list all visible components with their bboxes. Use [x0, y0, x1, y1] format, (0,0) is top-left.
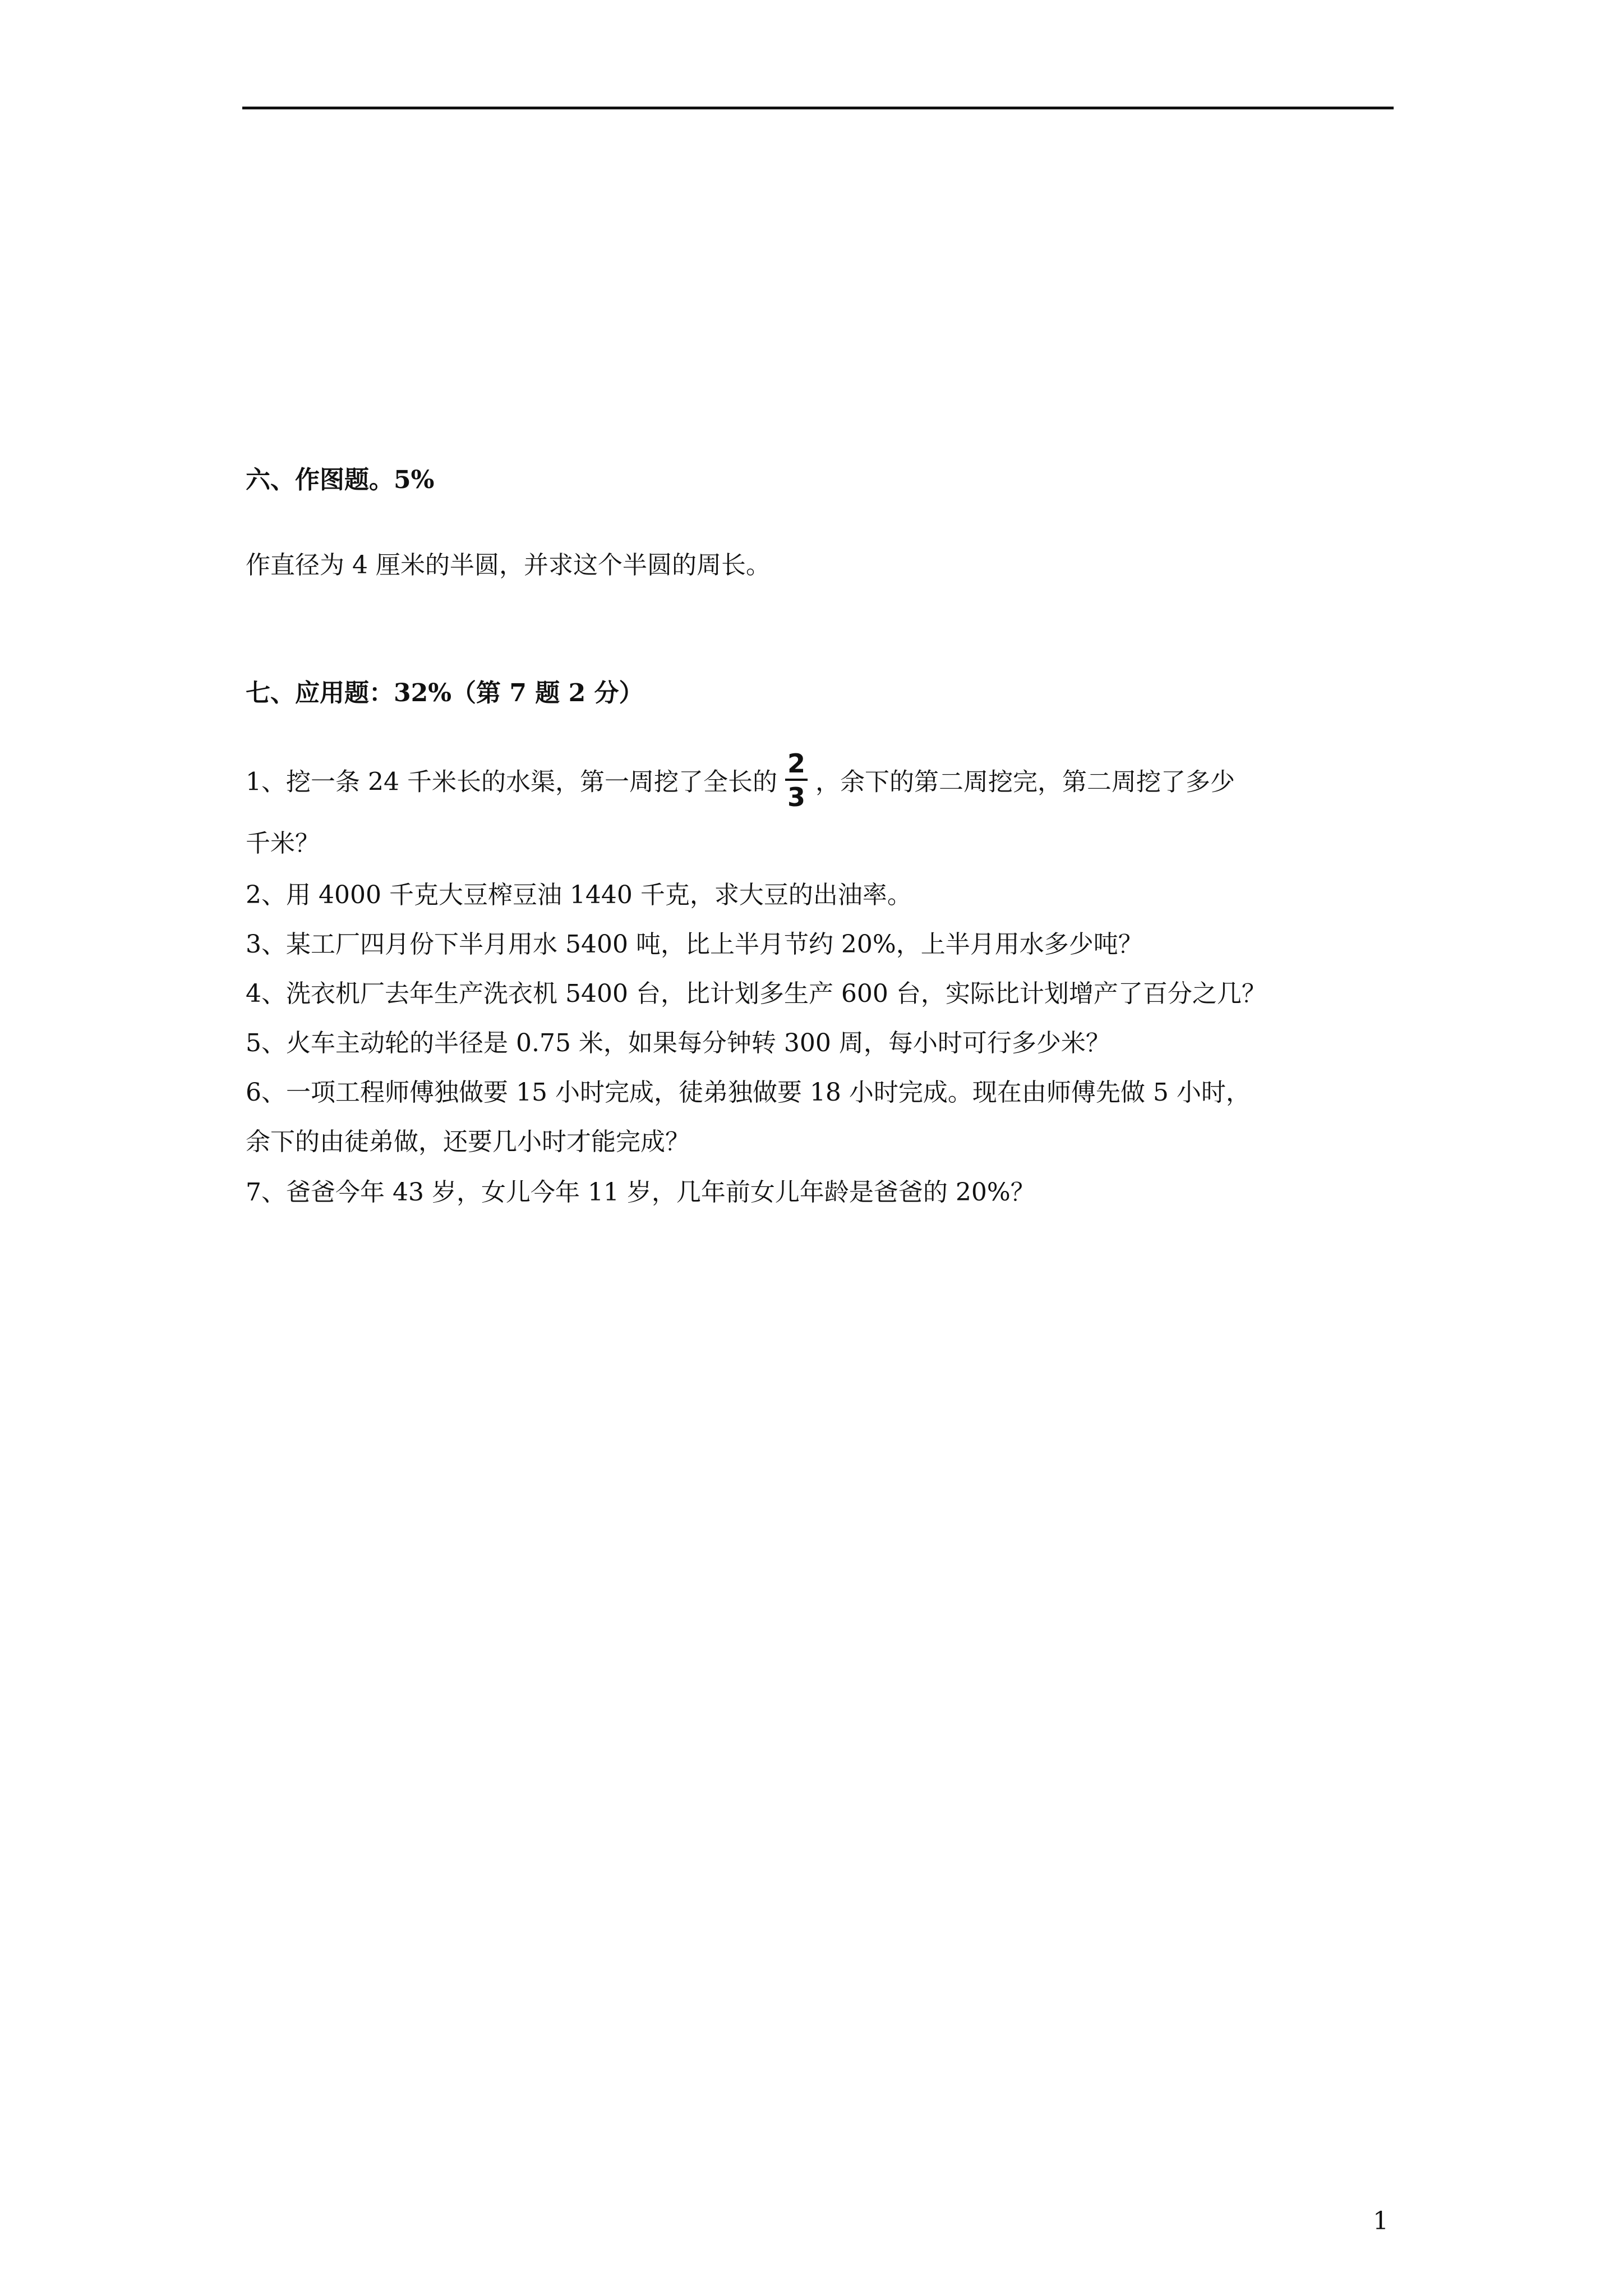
question-3: 3、某工厂四月份下半月用水 5400 吨，比上半月节约 20%，上半月用水多少吨？: [246, 930, 1143, 959]
question-5: 5、火车主动轮的半径是 0.75 米，如果每分钟转 300 周，每小时可行多少米？: [246, 1029, 1110, 1057]
section-7-heading: 七、应用题：32%（第 7 题 2 分）: [246, 679, 644, 707]
question-1-continuation: 千米？: [246, 829, 320, 858]
question-6-line-1: 6、一项工程师傅独做要 15 小时完成，徒弟独做要 18 小时完成。现在由师傅先做 5 小时，: [246, 1078, 1251, 1107]
section-6-question: 作直径为 4 厘米的半圆，并求这个半圆的周长。: [246, 551, 771, 579]
question-2: 2、用 4000 千克大豆榨豆油 1440 千克，求大豆的出油率。: [246, 881, 912, 909]
page-number: 1: [1373, 2207, 1389, 2235]
question-7: 7、爸爸今年 43 岁，女儿今年 11 岁，几年前女儿年龄是爸爸的 20%？: [246, 1178, 1035, 1207]
question-6-line-2: 余下的由徒弟做，还要几小时才能完成？: [246, 1128, 690, 1156]
question-1-before: 1、挖一条 24 千米长的水渠，第一周挖了全长的: [246, 767, 777, 797]
fraction-two-thirds: [785, 748, 808, 812]
fraction-numerator: 2: [785, 751, 808, 781]
section-6-heading: 六、作图题。5%: [246, 466, 435, 494]
header-rule: [242, 107, 1394, 109]
fraction-denominator: 3: [787, 782, 805, 812]
question-1: [246, 748, 1235, 813]
question-1-after: ，余下的第二周挖完，第二周挖了多少: [815, 767, 1235, 797]
question-4: 4、洗衣机厂去年生产洗衣机 5400 台，比计划多生产 600 台，实际比计划增产了百分之几？: [246, 979, 1266, 1008]
